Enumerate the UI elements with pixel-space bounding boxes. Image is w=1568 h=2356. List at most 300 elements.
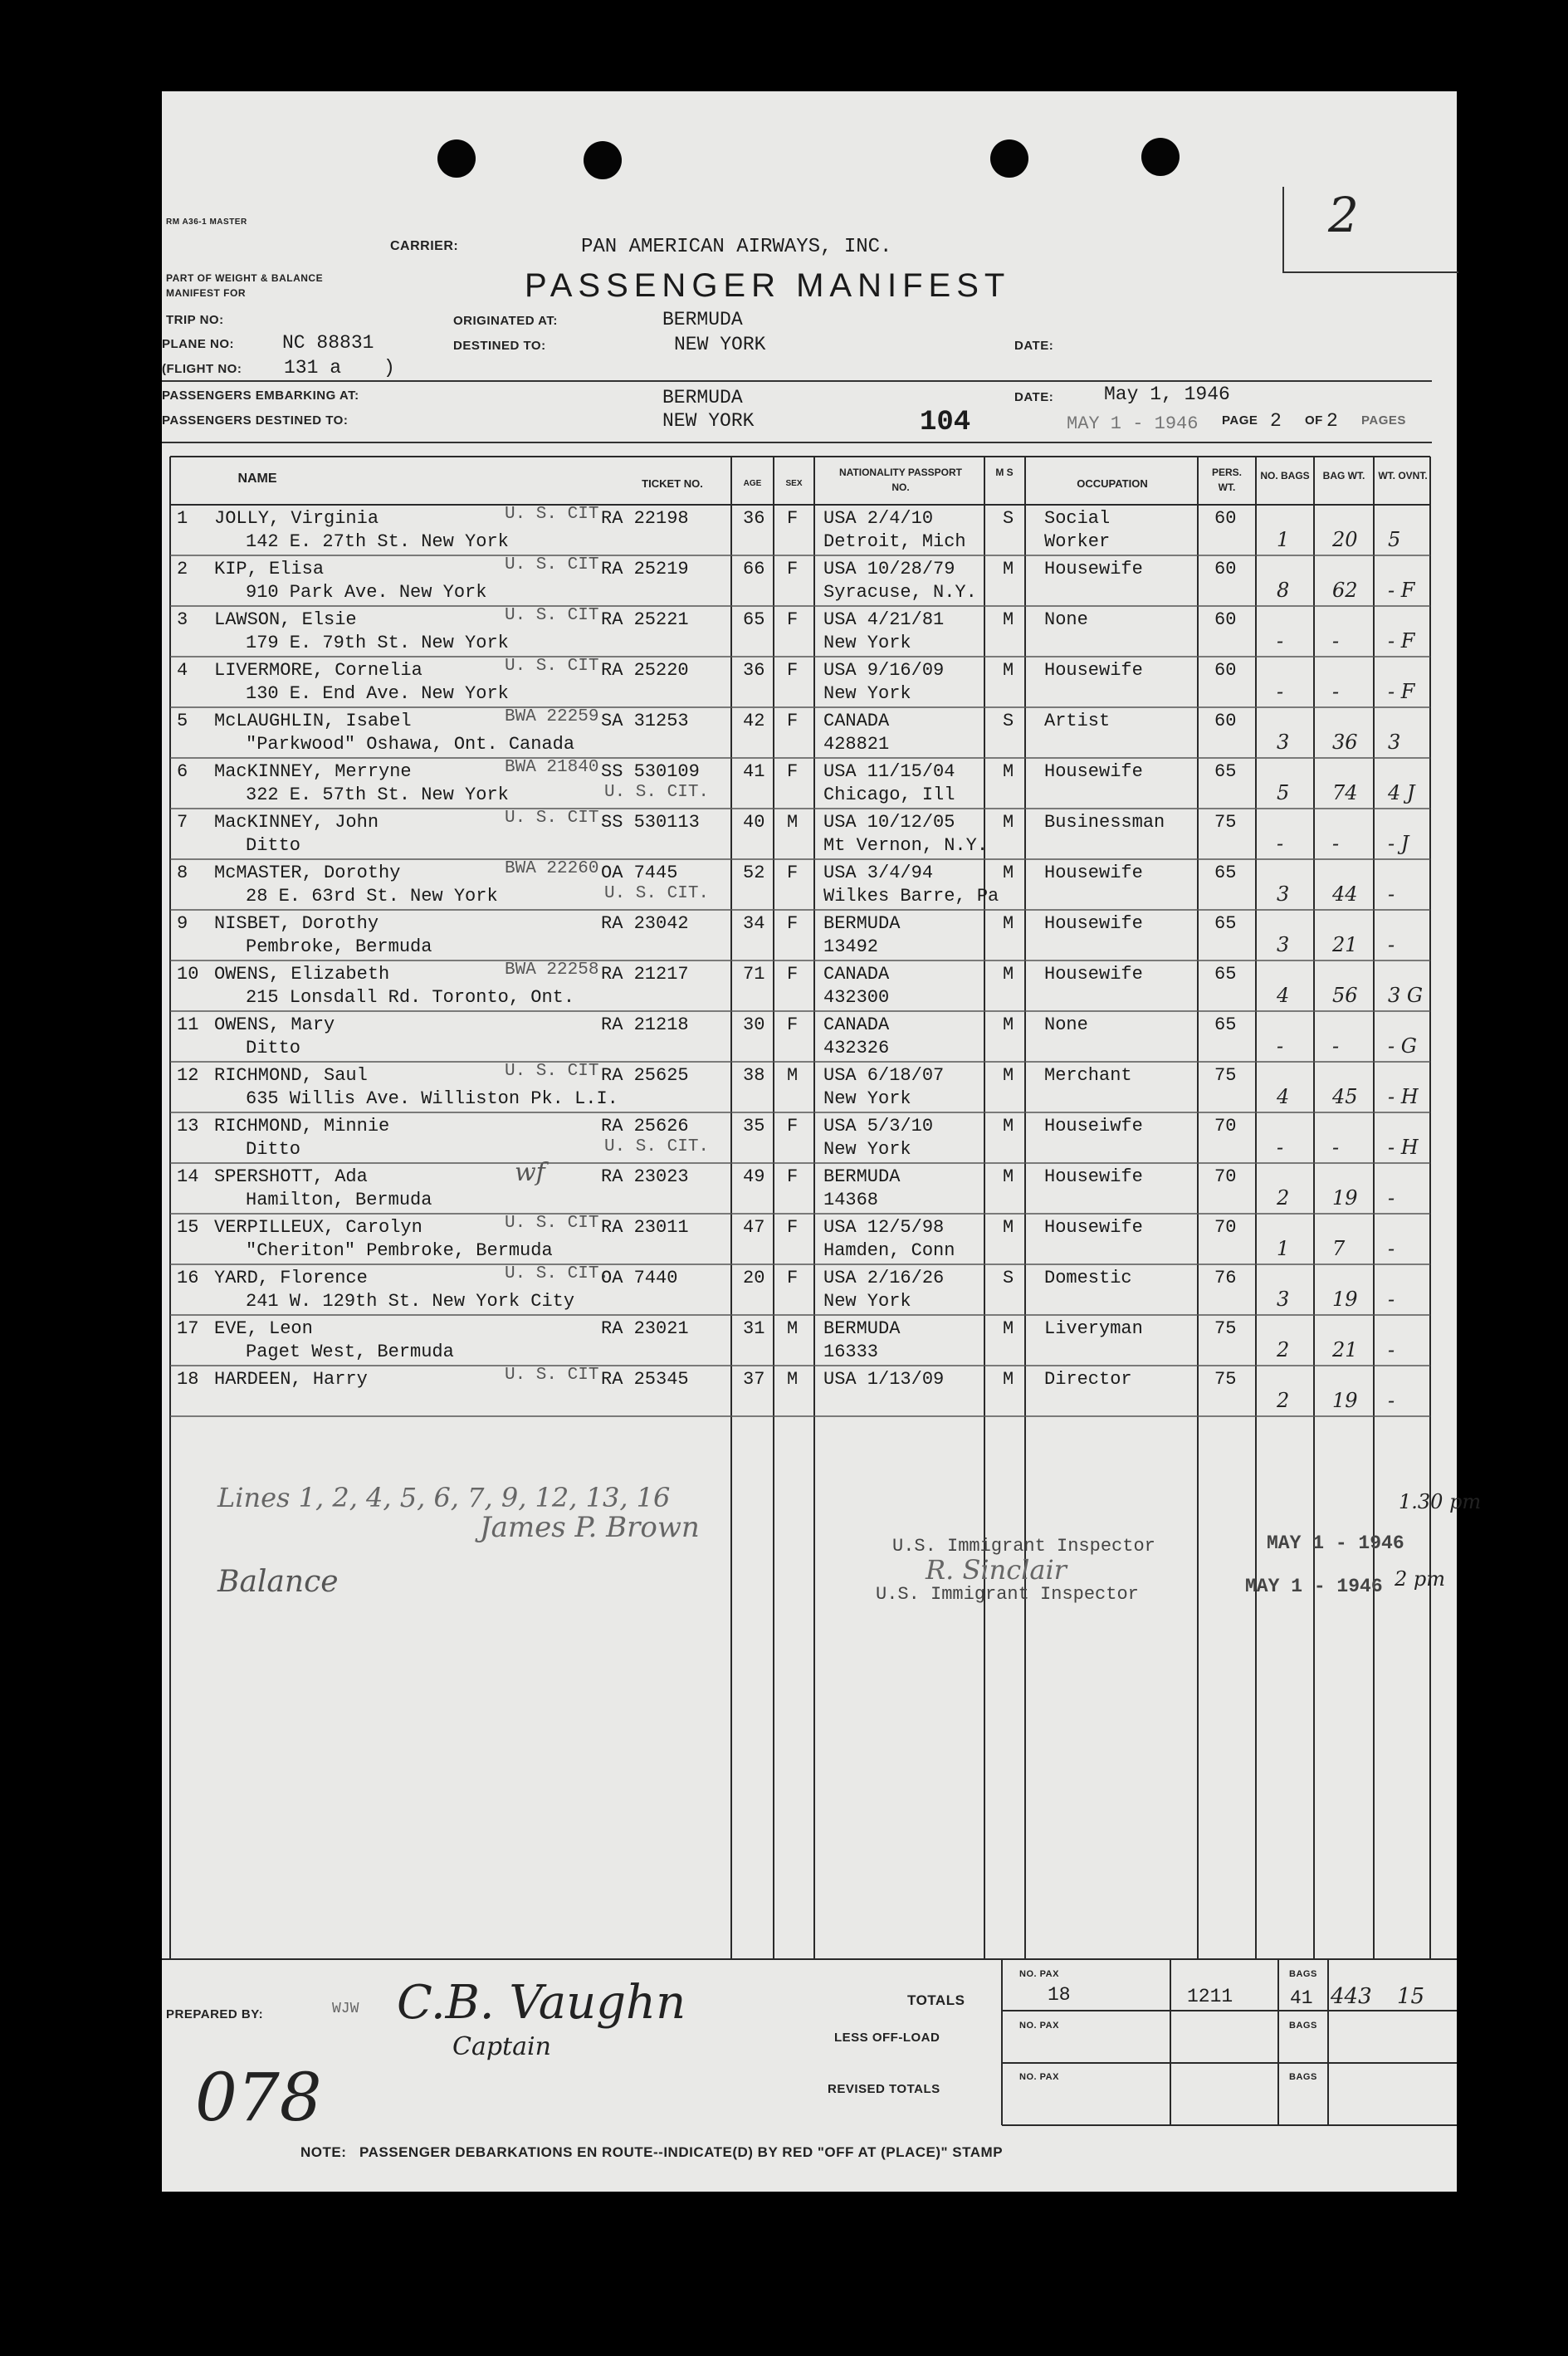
cell-bagwt: 7 [1332,1237,1346,1260]
cell-bagwt: - [1332,680,1340,703]
cell-age: 40 [743,812,765,833]
cell-n: 10 [177,964,199,985]
cell-cit: U. S. CIT [505,606,599,625]
cell-nat2: Detroit, Mich [823,531,966,552]
cell-wt: 65 [1214,863,1237,883]
prepared-title: Captain [452,2032,551,2061]
cell-ovnt: - F [1388,680,1415,703]
cell-ovnt: - [1388,1338,1395,1361]
cell-occ: Housewife [1044,559,1143,579]
inspector-signature-1: James P. Brown [480,1511,700,1544]
cell-nat: CANADA [823,711,890,731]
destined-label: DESTINED TO: [453,339,546,353]
cell-sex: F [787,1116,799,1136]
date2-label: DATE: [1014,390,1054,404]
cell-bags: 3 [1277,1288,1290,1311]
cell-name: NISBET, Dorothy [214,913,379,934]
cell-nat: BERMUDA [823,1318,901,1339]
document-number: 078 [195,2059,322,2136]
cell-ovnt: - [1388,1186,1395,1210]
cell-n: 17 [177,1318,199,1339]
cell-wt: 70 [1214,1217,1237,1238]
cell-occ: Director [1044,1369,1132,1390]
margin-initials: wf [515,1158,545,1187]
cell-nat: USA 3/4/94 [823,863,934,883]
manifest-title: PASSENGER MANIFEST [525,267,1011,304]
col-header-ticket: TICKET NO. [642,477,703,490]
cell-ticket: RA 21218 [601,1014,689,1035]
less-offload-label: LESS OFF-LOAD [834,2031,940,2045]
no-pax-label: NO. PAX [1019,1969,1059,1979]
cell-sex: M [787,812,799,833]
bags-label: BAGS [1289,1969,1317,1979]
cell-ticket2: U. S. CIT. [604,783,710,802]
cell-nat2: New York [823,1088,911,1109]
cell-ticket: SA 31253 [601,711,689,731]
cell-cit: BWA 22258 [505,960,599,980]
total-weight: 1211 [1187,1986,1233,2007]
cell-nat: USA 4/21/81 [823,609,945,630]
cell-bagwt: 45 [1332,1085,1358,1108]
cell-nat2: New York [823,1291,911,1312]
cell-age: 49 [743,1166,765,1187]
cell-sex: F [787,913,799,934]
cell-ticket: RA 23021 [601,1318,689,1339]
cell-name: MacKINNEY, Merryne [214,761,412,782]
cell-ms: M [1003,1116,1014,1136]
cell-bagwt: 21 [1332,1338,1358,1361]
cell-name: LAWSON, Elsie [214,609,357,630]
prepared-label: PREPARED BY: [166,2007,264,2021]
cell-age: 35 [743,1116,765,1136]
cell-bags: 2 [1277,1338,1290,1361]
cell-occ: Housewife [1044,913,1143,934]
cell-addr: Ditto [246,835,301,856]
cell-ovnt: - [1388,1288,1395,1311]
cell-ticket: OA 7445 [601,863,678,883]
cell-n: 18 [177,1369,199,1390]
cell-addr: Paget West, Bermuda [246,1342,454,1362]
total-pax: 18 [1048,1984,1071,2006]
cell-n: 13 [177,1116,199,1136]
cell-occ: Housewife [1044,761,1143,782]
cell-ticket2: U. S. CIT. [604,1137,710,1156]
cell-nat2: 13492 [823,936,879,957]
cell-occ: Housewife [1044,964,1143,985]
cell-nat2: 432300 [823,987,890,1008]
cell-occ: Housewife [1044,863,1143,883]
cell-addr: 910 Park Ave. New York [246,582,487,603]
col-header-sex: SEX [785,479,803,488]
cell-bags: 2 [1277,1186,1290,1210]
cell-nat2: New York [823,683,911,704]
cell-n: 15 [177,1217,199,1238]
cell-cit: BWA 21840 [505,758,599,777]
of-value: 2 [1326,410,1338,432]
cell-n: 7 [177,812,188,833]
carrier-label: CARRIER: [390,239,459,253]
cell-n: 11 [177,1014,199,1035]
cell-ovnt: 3 G [1388,984,1424,1007]
col-header-age: AGE [743,479,762,488]
col-header-bag-wt: BAG WT. [1322,470,1365,481]
lines-note: Lines 1, 2, 4, 5, 6, 7, 9, 12, 13, 16 [217,1482,671,1513]
cell-wt: 65 [1214,761,1237,782]
cell-sex: F [787,863,799,883]
cell-bags: 4 [1277,1085,1290,1108]
cell-age: 66 [743,559,765,579]
inspector-date-1: MAY 1 - 1946 [1267,1532,1404,1554]
cell-nat2: Wilkes Barre, Pa [823,886,999,907]
cell-bags: 5 [1277,781,1290,804]
page-label: PAGE [1222,413,1258,428]
cell-age: 31 [743,1318,765,1339]
cell-nat2: 432326 [823,1038,890,1058]
cell-nat2: Chicago, Ill [823,785,955,805]
cell-bags: - [1277,1136,1284,1159]
inspector-label-2: U.S. Immigrant Inspector [876,1584,1139,1605]
cell-nat2: 14368 [823,1190,879,1210]
cell-bagwt: - [1332,629,1340,653]
cell-wt: 60 [1214,559,1237,579]
cell-name: YARD, Florence [214,1268,368,1288]
embarking-label: PASSENGERS EMBARKING AT: [162,389,359,403]
cell-occ2: Worker [1044,531,1111,552]
cell-n: 9 [177,913,188,934]
form-for-line2: MANIFEST FOR [166,287,246,299]
total-overnight: 15 [1397,1984,1425,2009]
cell-cit: U. S. CIT [505,1062,599,1081]
cell-addr: Ditto [246,1139,301,1160]
cell-name: OWENS, Mary [214,1014,335,1035]
cell-age: 36 [743,660,765,681]
cell-name: VERPILLEUX, Carolyn [214,1217,423,1238]
cell-ovnt: - [1388,933,1395,956]
cell-wt: 60 [1214,609,1237,630]
cell-n: 4 [177,660,188,681]
cell-ms: S [1003,508,1014,529]
cell-bags: - [1277,629,1284,653]
prepared-signature: C.B. Vaughn [397,1976,686,2030]
cell-occ: Liveryman [1044,1318,1143,1339]
cell-sex: F [787,1217,799,1238]
cell-bagwt: 19 [1332,1389,1358,1412]
cell-n: 5 [177,711,188,731]
total-bags: 41 [1290,1987,1313,2009]
cell-bags: 4 [1277,984,1290,1007]
cell-occ: None [1044,609,1088,630]
cell-n: 6 [177,761,188,782]
form-for-line1: PART OF WEIGHT & BALANCE [166,272,324,284]
cell-addr: 142 E. 27th St. New York [246,531,509,552]
cell-wt: 70 [1214,1166,1237,1187]
no-pax-label: NO. PAX [1019,2072,1059,2082]
cell-cit: U. S. CIT. [505,809,610,828]
cell-bagwt: 62 [1332,579,1358,602]
cell-addr: 215 Lonsdall Rd. Toronto, Ont. [246,987,575,1008]
cell-ovnt: - H [1388,1136,1419,1159]
cell-nat: USA 6/18/07 [823,1065,945,1086]
plane-value: NC 88831 [282,332,374,354]
bags-label: BAGS [1289,2021,1317,2031]
cell-ovnt: - G [1388,1034,1417,1058]
cell-occ: Housewife [1044,660,1143,681]
cell-ms: M [1003,1166,1014,1187]
form-number: RM A36-1 MASTER [166,218,247,227]
cell-ovnt: - [1388,1237,1395,1260]
totals-label: TOTALS [907,1992,965,2008]
cell-nat: USA 5/3/10 [823,1116,934,1136]
cell-cit: U. S. CIT [505,555,599,574]
cell-bagwt: - [1332,1034,1340,1058]
cell-age: 30 [743,1014,765,1035]
cell-name: LIVERMORE, Cornelia [214,660,423,681]
cell-wt: 75 [1214,1065,1237,1086]
cell-nat: USA 10/28/79 [823,559,955,579]
destined-to-value: NEW YORK [662,410,755,432]
cell-bagwt: 21 [1332,933,1358,956]
cell-sex: F [787,609,799,630]
cell-name: HARDEEN, Harry [214,1369,368,1390]
cell-cit: U. S. CIT [505,505,599,524]
flight-value: 131 a [284,357,342,379]
cell-n: 3 [177,609,188,630]
cell-age: 37 [743,1369,765,1390]
cell-name: McLAUGHLIN, Isabel [214,711,412,731]
cell-addr: 241 W. 129th St. New York City [246,1291,575,1312]
cell-sex: F [787,1166,799,1187]
cell-sex: F [787,508,799,529]
cell-name: MacKINNEY, John [214,812,379,833]
cell-ticket: RA 25221 [601,609,689,630]
cell-sex: F [787,964,799,985]
cell-bags: 1 [1277,1237,1290,1260]
cell-nat: CANADA [823,1014,890,1035]
cell-occ: Housewife [1044,1166,1143,1187]
cell-wt: 60 [1214,711,1237,731]
cell-name: OWENS, Elizabeth [214,964,390,985]
pages-label: PAGES [1361,413,1406,428]
cell-ticket: SS 530113 [601,812,700,833]
cell-ms: M [1003,1065,1014,1086]
cell-ticket: RA 21217 [601,964,689,985]
cell-sex: F [787,660,799,681]
cell-occ: Artist [1044,711,1111,731]
cell-sex: F [787,711,799,731]
cell-bags: 3 [1277,731,1290,754]
cell-ms: M [1003,761,1014,782]
cell-bagwt: 36 [1332,731,1358,754]
flight-label: (FLIGHT NO: [162,362,242,376]
cell-wt: 70 [1214,1116,1237,1136]
cell-bags: - [1277,680,1284,703]
cell-bagwt: 56 [1332,984,1358,1007]
cell-name: RICHMOND, Saul [214,1065,368,1086]
cell-occ: Merchant [1044,1065,1132,1086]
cell-age: 65 [743,609,765,630]
cell-age: 38 [743,1065,765,1086]
cell-ticket: RA 23023 [601,1166,689,1187]
cell-wt: 65 [1214,964,1237,985]
trip-label: TRIP NO: [166,313,224,327]
col-header-occupation: OCCUPATION [1077,477,1148,490]
cell-wt: 75 [1214,1318,1237,1339]
cell-wt: 60 [1214,660,1237,681]
cell-bagwt: - [1332,1136,1340,1159]
cell-ovnt: - [1388,882,1395,906]
inspector-date-2: MAY 1 - 1946 [1245,1576,1383,1597]
cell-cit: U. S. CIT [505,657,599,676]
date-stamp: MAY 1 - 1946 [1067,413,1199,434]
cell-sex: F [787,761,799,782]
cell-addr: "Cheriton" Pembroke, Bermuda [246,1240,553,1261]
cell-ms: S [1003,711,1014,731]
cell-bags: - [1277,832,1284,855]
cell-wt: 75 [1214,812,1237,833]
carrier-value: PAN AMERICAN AIRWAYS, INC. [581,236,892,258]
cell-ticket: RA 25219 [601,559,689,579]
cell-nat2: Mt Vernon, N.Y. [823,835,989,856]
cell-nat: USA 2/16/26 [823,1268,945,1288]
footer-note: NOTE: PASSENGER DEBARKATIONS EN ROUTE--INDICATE(D) BY RED "OFF AT (PLACE)" STAMP [300,2144,1004,2160]
cell-n: 2 [177,559,188,579]
total-bag-weight: 443 [1331,1984,1372,2009]
cell-ovnt: - H [1388,1085,1419,1108]
cell-wt: 65 [1214,1014,1237,1035]
cell-ticket: RA 25626 [601,1116,689,1136]
cell-sex: F [787,1014,799,1035]
cell-ovnt: - [1388,1389,1395,1412]
cell-age: 52 [743,863,765,883]
cell-bags: 3 [1277,882,1290,906]
cell-nat2: New York [823,633,911,653]
col-header-no-bags: NO. BAGS [1260,470,1310,481]
cell-occ: Domestic [1044,1268,1132,1288]
cell-sex: F [787,559,799,579]
inspector-time-1: 1.30 pm [1399,1490,1482,1513]
cell-ms: M [1003,1217,1014,1238]
cell-name: SPERSHOTT, Ada [214,1166,368,1187]
revised-totals-label: REVISED TOTALS [828,2082,940,2096]
cell-age: 47 [743,1217,765,1238]
bags-label: BAGS [1289,2072,1317,2082]
cell-occ: Social [1044,508,1111,529]
cell-bags: 3 [1277,933,1290,956]
cell-n: 12 [177,1065,199,1086]
cell-occ: Houseiwfe [1044,1116,1143,1136]
of-label: OF [1305,413,1323,428]
cell-nat2: 16333 [823,1342,879,1362]
cell-ticket: OA 7440 [601,1268,678,1288]
cell-name: RICHMOND, Minnie [214,1116,390,1136]
cell-nat: CANADA [823,964,890,985]
cell-addr: 28 E. 63rd St. New York [246,886,498,907]
originated-value: BERMUDA [662,309,743,330]
cell-sex: M [787,1318,799,1339]
cell-ms: M [1003,964,1014,985]
cell-ticket: RA 25625 [601,1065,689,1086]
cell-ticket: SS 530109 [601,761,700,782]
page-value: 2 [1270,410,1282,432]
cell-bagwt: 20 [1332,528,1358,551]
cell-sex: M [787,1369,799,1390]
cell-nat: BERMUDA [823,913,901,934]
cell-ovnt: - J [1388,832,1409,855]
cell-ms: M [1003,812,1014,833]
cell-ms: M [1003,660,1014,681]
plane-label: PLANE NO: [162,337,234,351]
cell-ms: M [1003,1369,1014,1390]
cell-ticket: RA 22198 [601,508,689,529]
cell-cit: BWA 22260 [505,859,599,878]
cell-bagwt: 19 [1332,1186,1358,1210]
cell-n: 8 [177,863,188,883]
col-header-nationality: NATIONALITY PASSPORT NO. [838,467,962,493]
cell-occ: None [1044,1014,1088,1035]
cell-age: 42 [743,711,765,731]
cell-ticket: RA 23011 [601,1217,689,1238]
destined-to-label: PASSENGERS DESTINED TO: [162,413,349,428]
inspector-signature-2: R. Sinclair [926,1554,1067,1586]
cell-sex: M [787,1065,799,1086]
cell-addr: 635 Willis Ave. Williston Pk. L.I. [246,1088,618,1109]
cell-ovnt: - F [1388,579,1415,602]
cell-name: EVE, Leon [214,1318,313,1339]
cell-ovnt: 4 J [1388,781,1415,804]
cell-ovnt: 3 [1388,731,1401,754]
cell-addr: 179 E. 79th St. New York [246,633,509,653]
cell-addr: Pembroke, Bermuda [246,936,432,957]
no-pax-label: NO. PAX [1019,2021,1059,2031]
cell-ms: M [1003,559,1014,579]
cell-ovnt: 5 [1388,528,1401,551]
cell-ms: S [1003,1268,1014,1288]
cell-age: 34 [743,913,765,934]
cell-n: 14 [177,1166,199,1187]
cell-age: 36 [743,508,765,529]
inspector-time-2: 2 pm [1395,1567,1446,1591]
cell-bagwt: 44 [1332,882,1358,906]
cell-nat: USA 11/15/04 [823,761,955,782]
cell-ticket: RA 25345 [601,1369,689,1390]
col-header-pers-wt: PERS. WT. [1211,467,1242,493]
cell-addr: "Parkwood" Oshawa, Ont. Canada [246,734,575,755]
cell-nat: USA 12/5/98 [823,1217,945,1238]
cell-bagwt: - [1332,832,1340,855]
cell-cit: U. S. CIT. [505,1214,610,1233]
originated-label: ORIGINATED AT: [453,314,558,328]
cell-cit: U. S. CIT. [505,1264,610,1283]
cell-nat2: New York [823,1139,911,1160]
inspector-label-1: U.S. Immigrant Inspector [892,1536,1155,1557]
date-label: DATE: [1014,339,1054,353]
cell-n: 16 [177,1268,199,1288]
cell-wt: 75 [1214,1369,1237,1390]
cell-sex: F [787,1268,799,1288]
cell-occ: Housewife [1044,1217,1143,1238]
balance-note: Balance [217,1565,339,1599]
prepared-initials: WJW [332,2001,359,2017]
cell-name: McMASTER, Dorothy [214,863,401,883]
cell-nat: USA 9/16/09 [823,660,945,681]
cell-nat: USA 2/4/10 [823,508,934,529]
cell-bagwt: 19 [1332,1288,1358,1311]
cell-n: 1 [177,508,188,529]
cell-nat2: 428821 [823,734,890,755]
cell-name: JOLLY, Virginia [214,508,379,529]
cell-wt: 60 [1214,508,1237,529]
cell-name: KIP, Elisa [214,559,325,579]
